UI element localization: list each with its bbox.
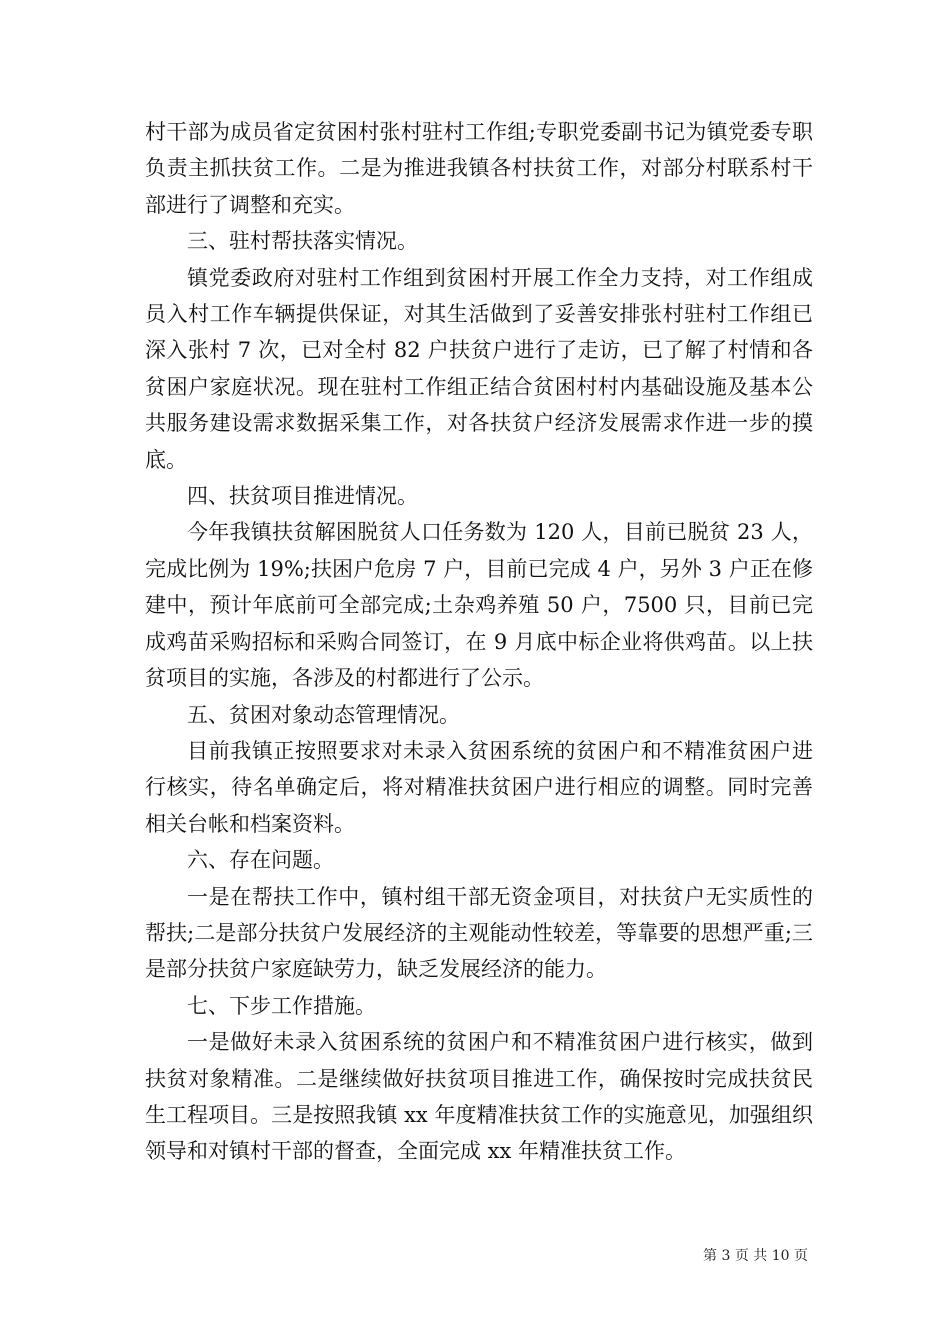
paragraph-section-3: 镇党委政府对驻村工作组到贫困村开展工作全力支持，对工作组成员入村工作车辆提供保证，对其生活做到了妥善安排张村驻村工作组已深入张村 7 次，已对全村 82 户扶贫户进行了走访，已了解了村情和各贫困户家庭状况。现在驻村工作组正结合贫困村村内基础设施及基本公共服务建设需求数据采集工作，对各扶贫户经济发展需求作进一步的摸底。 — [145, 265, 813, 472]
document-body — [145, 114, 813, 1170]
paragraph-section-4: 今年我镇扶贫解困脱贫人口任务数为 120 人，目前已脱贫 23 人，完成比例为 19%;扶困户危房 7 户，目前已完成 4 户，另外 3 户正在修建中，预计年底前可全部完成;土杂鸡养殖 50 户，7500 只，目前已完成鸡苗采购招标和采购合同签订，在 9 月底中标企业将供鸡苗。以上扶贫项目的实施，各涉及的村都进行了公示。 — [145, 520, 813, 691]
section-heading-6: 六、存在问题。 — [187, 848, 334, 873]
paragraph-section-7: 一是做好未录入贫困系统的贫困户和不精准贫困户进行核实，做到扶贫对象精准。二是继续做好扶贫项目推进工作，确保按时完成扶贫民生工程项目。三是按照我镇 xx 年度精准扶贫工作的实施意见，加强组织领导和对镇村干部的督查，全面完成 xx 年精准扶贫工作。 — [145, 1030, 813, 1164]
paragraph-continuation: 村干部为成员省定贫困村张村驻村工作组;专职党委副书记为镇党委专职负责主抓扶贫工作。二是为推进我镇各村扶贫工作，对部分村联系村干部进行了调整和充实。 — [145, 120, 813, 217]
section-heading-4: 四、扶贫项目推进情况。 — [187, 484, 418, 509]
page-number: 第 3 页 共 10 页 — [703, 1248, 808, 1264]
section-heading-3: 三、驻村帮扶落实情况。 — [187, 229, 418, 254]
section-heading-5: 五、贫困对象动态管理情况。 — [187, 702, 460, 727]
paragraph-section-6: 一是在帮扶工作中，镇村组干部无资金项目，对扶贫户无实质性的帮扶;二是部分扶贫户发展经济的主观能动性较差，等靠要的思想严重;三是部分扶贫户家庭缺劳力，缺乏发展经济的能力。 — [145, 884, 813, 982]
section-heading-7: 七、下步工作措施。 — [187, 993, 376, 1018]
paragraph-section-5: 目前我镇正按照要求对未录入贫困系统的贫困户和不精准贫困户进行核实，待名单确定后，将对精准扶贫困户进行相应的调整。同时完善相关台帐和档案资料。 — [145, 738, 813, 836]
